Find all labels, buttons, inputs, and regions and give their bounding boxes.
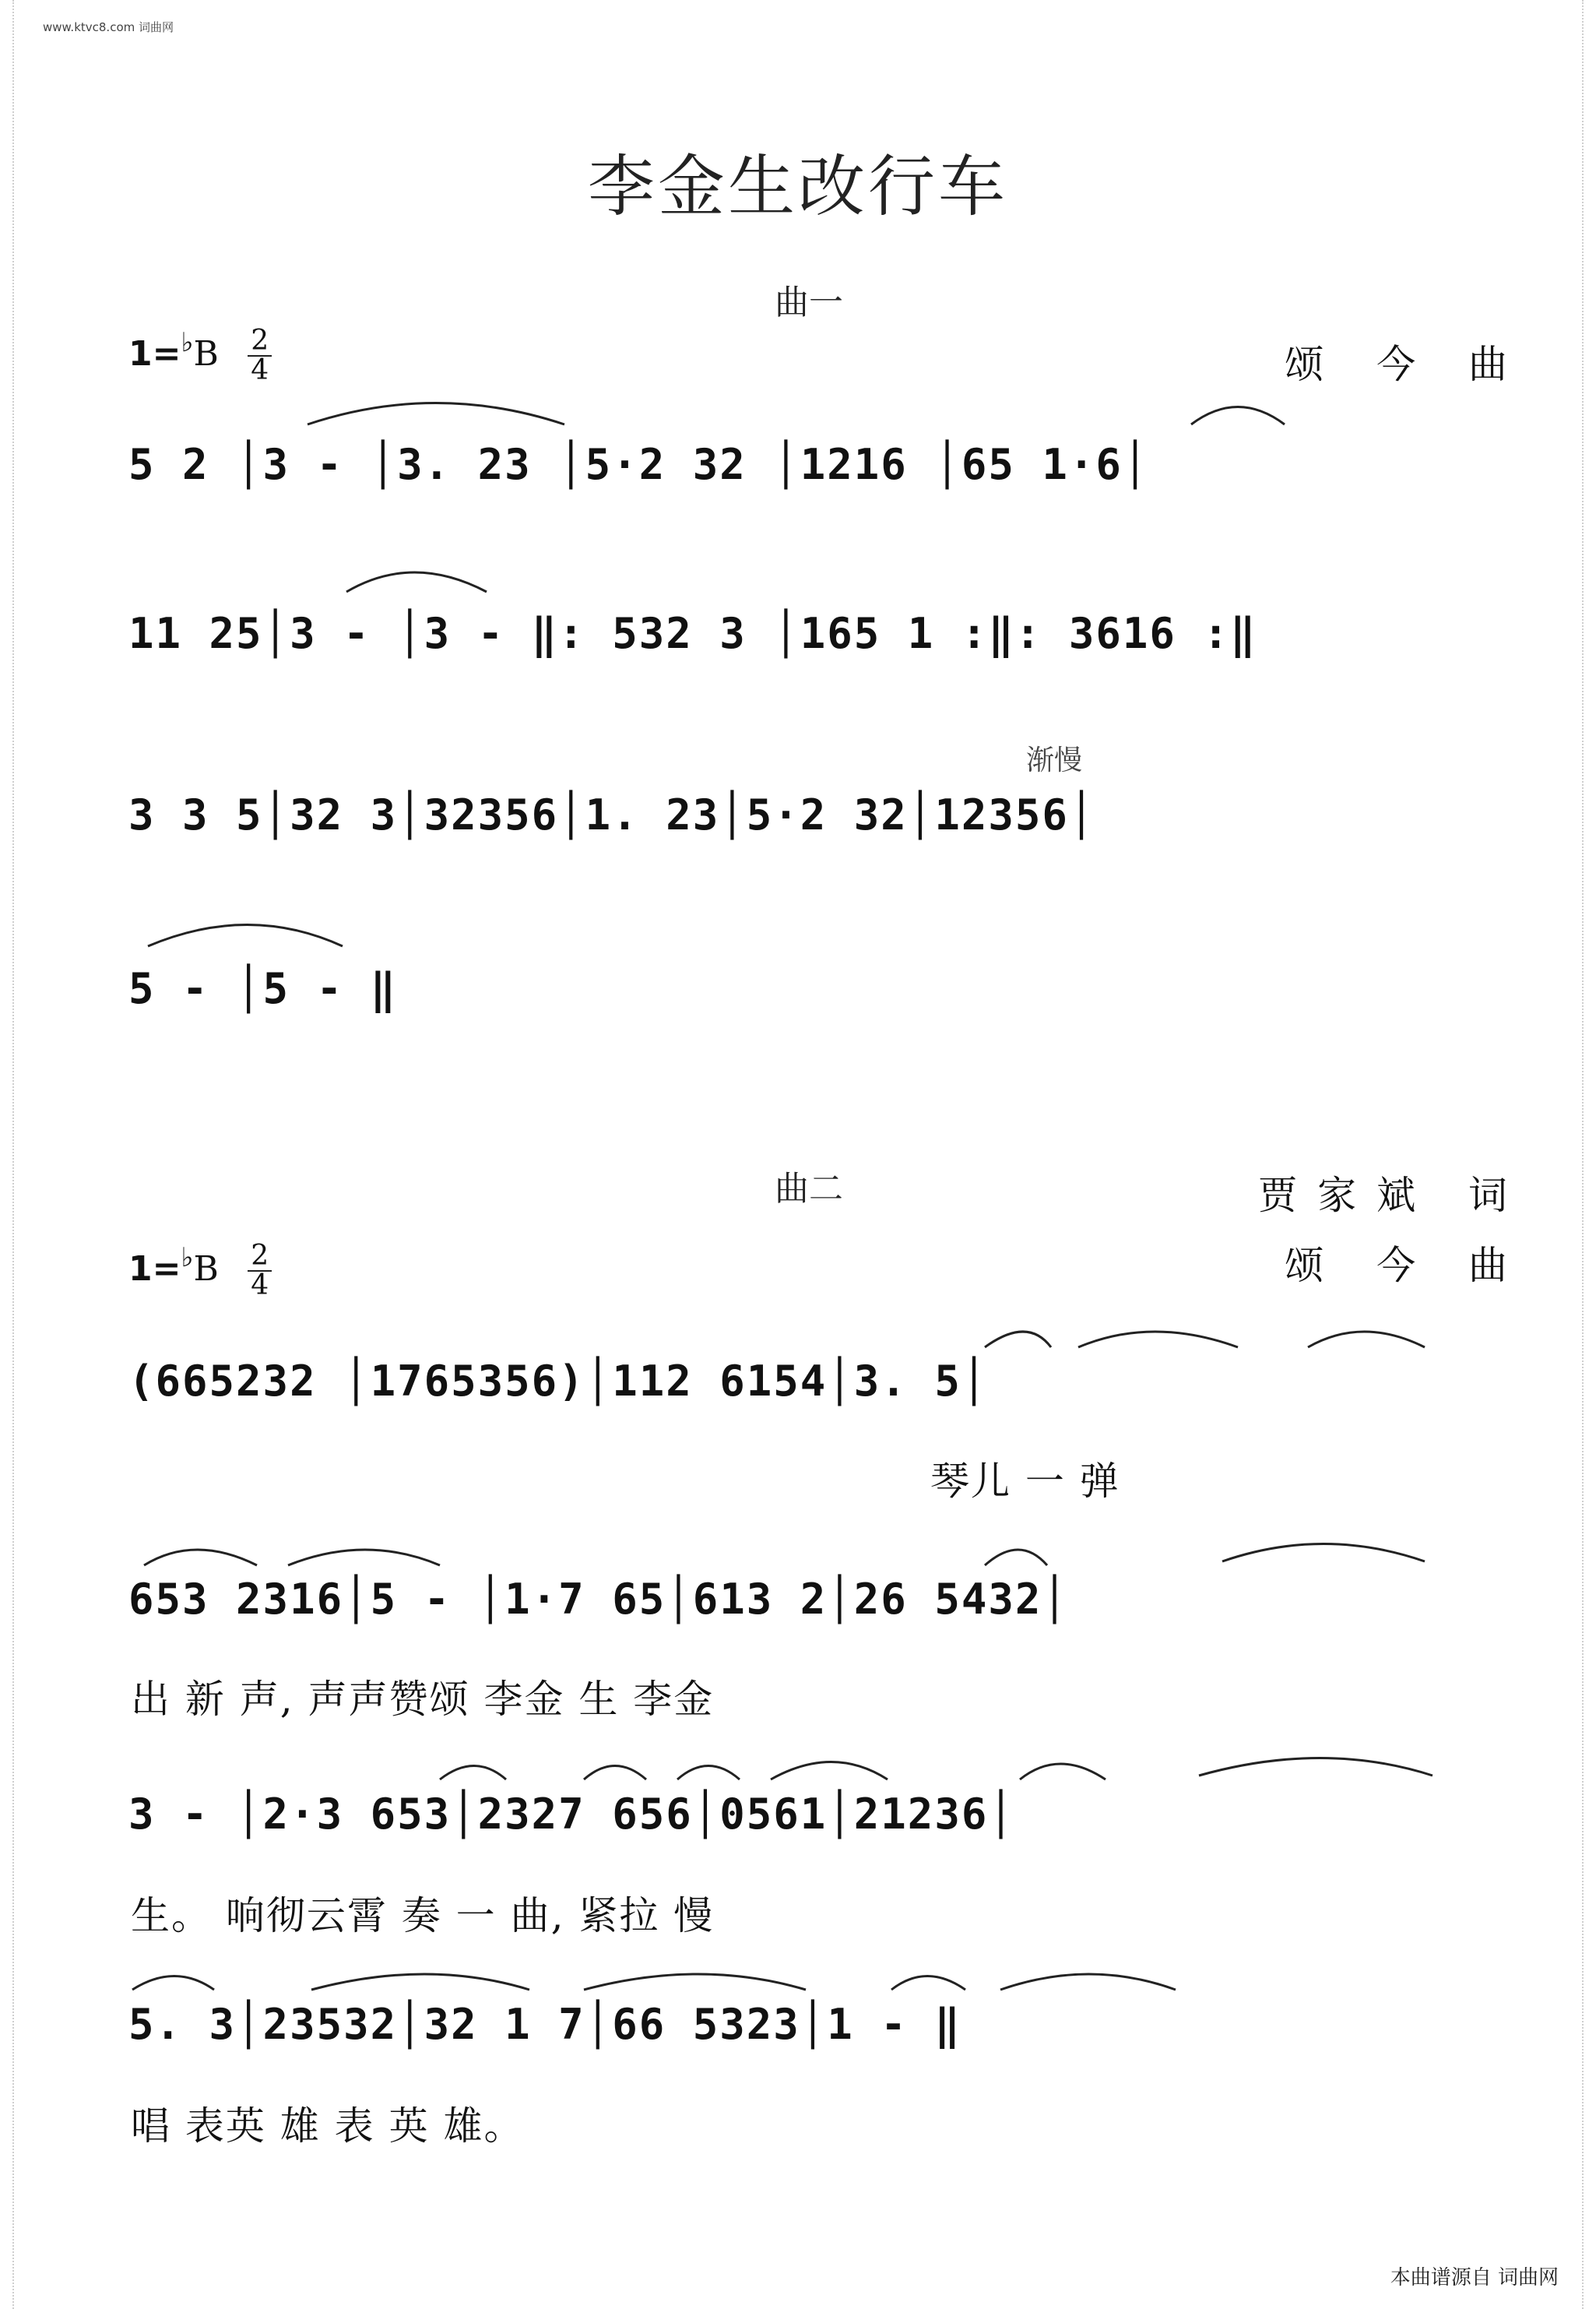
slur-p2-2 xyxy=(1078,1332,1238,1347)
part1-row-1: 5 2 │3 - │3. 23 │5·2 32 │1216 │65 1·6│ xyxy=(128,440,1150,489)
slur-p1-4 xyxy=(148,925,343,947)
part1-row-3: 3 3 5│32 3│32356│1. 23│5·2 32│12356│ xyxy=(128,790,1096,839)
part1-row-2: 11 25│3 - │3 - ‖: 532 3 │165 1 :‖: 3616 :‖ xyxy=(128,609,1257,658)
slur-p2-15 xyxy=(311,1974,529,1990)
part2-lyric-2: 出 新 声, 声声赞颂 李金 生 李金 xyxy=(131,1677,715,1722)
part2-lyric-3: 生。 响彻云霄 奏 一 曲, 紧拉 慢 xyxy=(131,1893,715,1938)
part1-subtitle: 曲一 xyxy=(775,283,843,322)
part2-row-4: 5. 3│23532│32 1 7│66 5323│1 - ‖ xyxy=(128,2000,961,2049)
slur-p2-11 xyxy=(771,1762,888,1780)
part1-time-signature: $\frac{2}{4}$ xyxy=(248,327,272,385)
part2-time-signature: $\frac{2}{4}$ xyxy=(248,1242,272,1300)
site-url[interactable]: www.ktvc8.com 词曲网 xyxy=(43,20,174,34)
slur-p2-18 xyxy=(1000,1974,1176,1990)
slur-p2-16 xyxy=(584,1974,806,1990)
part1-key-signature: 1=♭B $\frac{2}{4}$ xyxy=(128,327,272,385)
part2-lyric-4: 唱 表英 雄 表 英 雄。 xyxy=(131,2103,525,2149)
part1-row-4: 5 - │5 - ‖ xyxy=(128,964,398,1013)
part2-row-1: (665232 │1765356)│112 6154│3. 5│ xyxy=(128,1357,989,1406)
left-margin-strip xyxy=(0,0,14,2309)
slur-p2-6 xyxy=(985,1550,1047,1565)
slur-p2-14 xyxy=(132,1976,214,1990)
part1-tempo-mark: 渐慢 xyxy=(1026,744,1083,776)
slur-p2-5 xyxy=(288,1550,440,1565)
slur-p2-9 xyxy=(584,1766,646,1780)
part2-lyricist: 贾家斌 词 xyxy=(1258,1173,1527,1218)
part2-composer: 颂 今 曲 xyxy=(1285,1243,1527,1288)
slur-p2-10 xyxy=(677,1766,740,1780)
part2-row-3: 3 - │2·3 653│2327 656│0561│21236│ xyxy=(128,1790,1015,1839)
slur-p2-8 xyxy=(440,1766,506,1780)
slur-p2-12 xyxy=(1020,1764,1106,1779)
page-title: 李金生改行车 xyxy=(588,148,1008,226)
slur-p1-2 xyxy=(1191,407,1285,425)
footer-source[interactable]: 本曲谱源自 词曲网 xyxy=(1390,2266,1559,2290)
slur-p2-13 xyxy=(1199,1758,1433,1776)
slur-p2-4 xyxy=(144,1550,257,1565)
slur-p2-17 xyxy=(891,1976,965,1990)
part2-subtitle: 曲二 xyxy=(775,1169,843,1209)
part1-composer: 颂 今 曲 xyxy=(1285,342,1527,387)
slur-p2-1 xyxy=(985,1332,1051,1347)
slur-p2-3 xyxy=(1308,1332,1425,1347)
slur-p1-1 xyxy=(308,403,564,425)
part2-lyric-1: 琴儿 一 弹 xyxy=(930,1459,1120,1504)
part2-row-2: 653 2316│5 - │1·7 65│613 2│26 5432│ xyxy=(128,1575,1069,1624)
slur-p2-7 xyxy=(1222,1544,1425,1562)
right-margin-strip xyxy=(1582,0,1596,2309)
part2-key-signature: 1=♭B $\frac{2}{4}$ xyxy=(128,1242,272,1300)
slur-p1-3 xyxy=(346,572,487,592)
